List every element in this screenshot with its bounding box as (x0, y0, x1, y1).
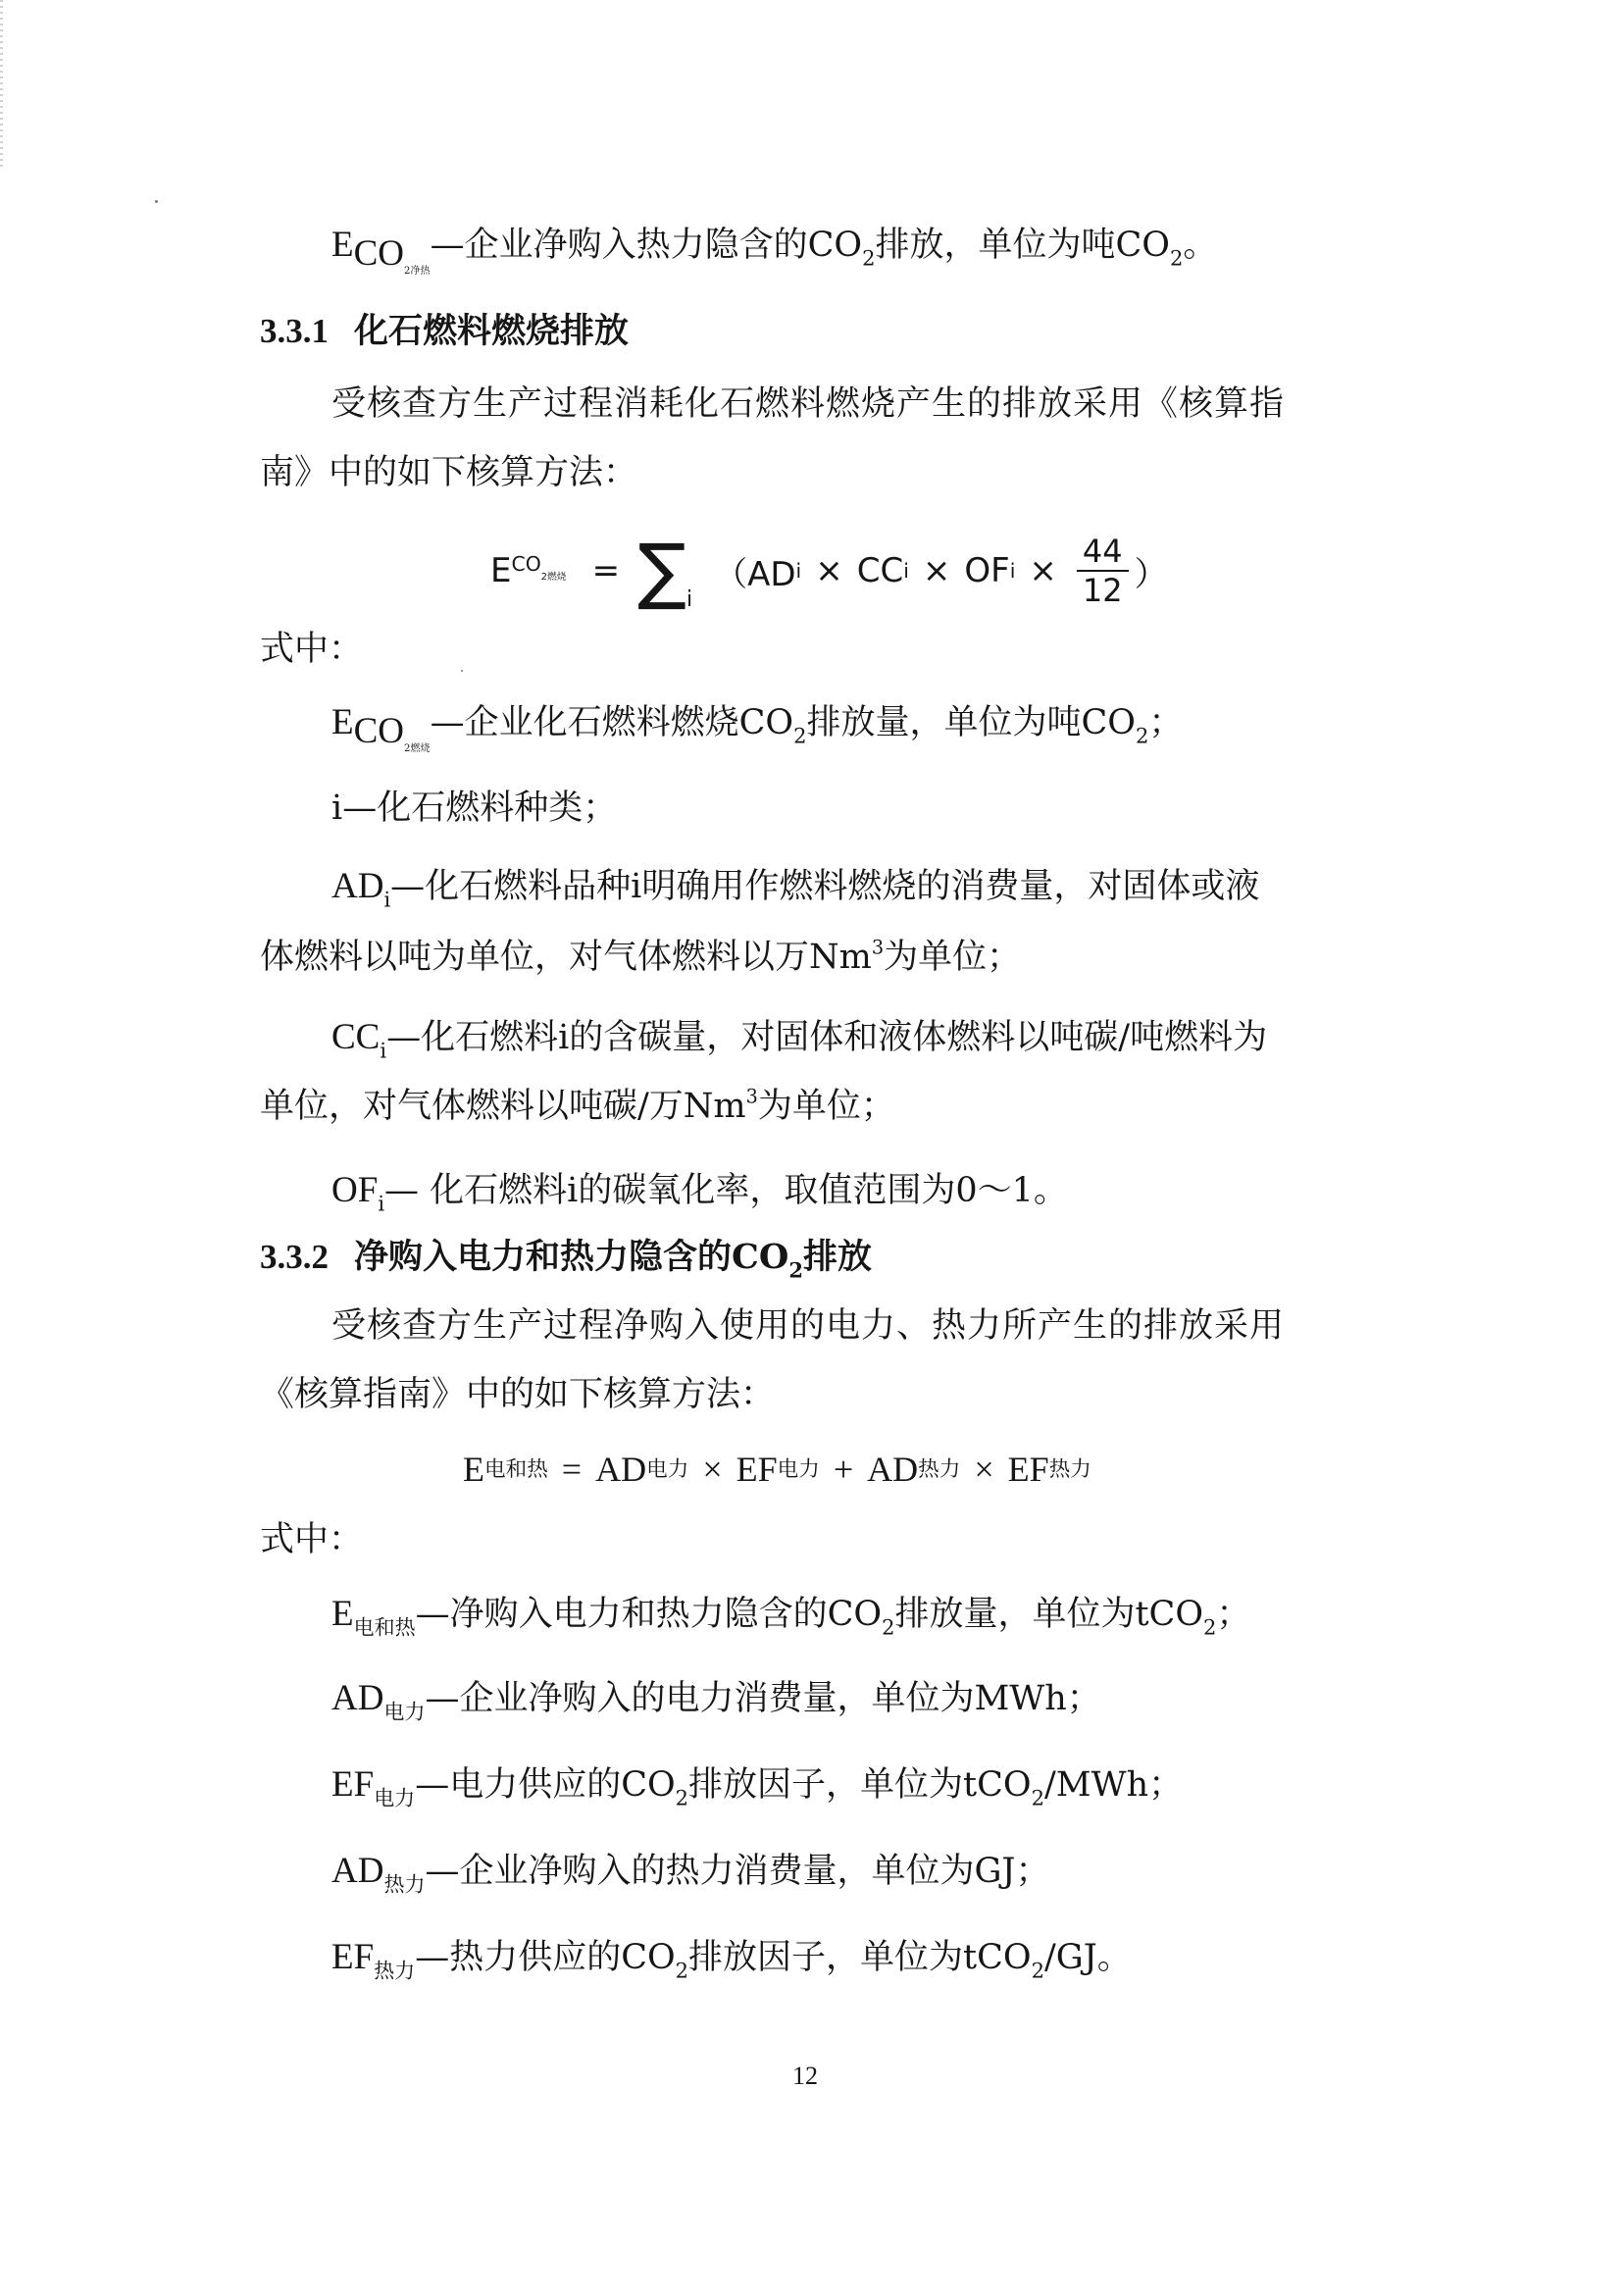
index-i: i (383, 888, 391, 912)
fraction-numerator: 44 (1082, 533, 1123, 570)
definition-tail: /MWh； (1043, 1765, 1184, 1805)
paragraph-2-line-1: 受核查方生产过程净购入使用的电力、热力所产生的排放采用 (331, 1306, 1286, 1346)
definition-text: —企业净购入的电力消费量，单位为MWh； (425, 1679, 1101, 1718)
definition-text: 单位，对气体燃料以吨碳/万Nm (260, 1087, 746, 1126)
section-heading-3-3-1 (260, 308, 629, 355)
paragraph-2-line-2: 《核算指南》中的如下核算方法： (260, 1375, 776, 1414)
sub-two: 2 (404, 743, 411, 755)
formula-electricity-heat: E 电和热 = AD 电力 × EF 电力 + AD 热力 × EF 热力 (463, 1450, 1091, 1489)
co2-sub: 2 (675, 1786, 689, 1810)
symbol-ad: AD (331, 1851, 384, 1891)
sub-two: 2 (540, 571, 548, 583)
definition-text-end: 为单位； (757, 1087, 895, 1126)
definition-ef-electricity (331, 1761, 1183, 1809)
definition-text: —化石燃料品种i明确用作燃料燃烧的消费量，对固体或液 (390, 867, 1260, 906)
superscript-3: 3 (871, 936, 885, 959)
sub-co: CO (511, 552, 541, 577)
definition-e-electricity-heat (331, 1591, 1250, 1638)
definition-text-end: 排放因子，单位为tCO (688, 1938, 1032, 1977)
definition-text: —企业净购入热力隐含的CO (430, 226, 863, 265)
formula-ad: AD (595, 1450, 647, 1489)
definition-text-end: 排放量，单位为tCO (894, 1595, 1204, 1634)
scan-speck (155, 200, 158, 203)
definition-text: — 化石燃料i的碳氧化率，取值范围为0～1。 (384, 1171, 1068, 1210)
symbol-sub: 电力 (374, 1786, 416, 1810)
shizhong-label-2: 式中： (260, 1520, 364, 1559)
section-title: 化石燃料燃烧排放 (354, 311, 630, 351)
co2-sub: 2 (1135, 724, 1149, 748)
equals-sign: = (591, 551, 621, 590)
definition-e-co2-combustion (331, 699, 1184, 755)
definition-ad-heat (331, 1848, 1049, 1895)
symbol-sub: 电力 (383, 1700, 426, 1724)
paragraph-1-line-2: 南》中的如下核算方法： (260, 453, 638, 492)
definition-ef-heat (331, 1934, 1132, 1981)
definition-i: i—化石燃料种类； (331, 789, 618, 828)
definition-text-end: 排放量，单位为吨CO (806, 703, 1136, 742)
symbol-sub (353, 711, 431, 755)
symbol-sub: 热力 (383, 1872, 426, 1897)
definition-text: —企业化石燃料燃烧CO (430, 703, 794, 742)
formula-e: E (490, 551, 512, 590)
definition-text-end: 为单位； (884, 938, 1022, 977)
times-sign: × (974, 1450, 994, 1489)
formula-cc: CC (856, 551, 904, 590)
definition-tail: /GJ。 (1043, 1938, 1132, 1977)
definition-e-co2-net-heat (331, 222, 1218, 278)
co2-sub: 2 (1203, 1615, 1217, 1640)
symbol-of: OF (331, 1170, 379, 1210)
sigma-index: i (685, 587, 693, 612)
definition-cc-line-2 (260, 1083, 895, 1130)
symbol-ef: EF (331, 1937, 375, 1977)
co2-sub: 2 (1169, 246, 1184, 271)
definition-text: —企业净购入的热力消费量，单位为GJ； (425, 1852, 1050, 1891)
co2-sub: 2 (788, 1257, 803, 1283)
definition-text: 体燃料以吨为单位，对气体燃料以万Nm (260, 938, 872, 977)
plus-sign: + (833, 1450, 854, 1489)
symbol-e: E (331, 702, 354, 742)
shizhong-label-1: 式中： (260, 630, 364, 669)
index-i: i (380, 1039, 387, 1063)
symbol-cc: CC (331, 1017, 381, 1057)
formula-combustion: E $CO_{2燃烧}$ = ∑ i （AD i × CC i × OF i × $\frac{44}{12}$ ） (490, 529, 1168, 613)
definition-tail: ； (1216, 1595, 1251, 1634)
formula-ef: EF (736, 1450, 778, 1489)
times-sign: × (702, 1450, 723, 1489)
sub-label: 净热 (410, 266, 431, 278)
sigma-symbol: ∑ (637, 529, 686, 613)
definition-ad-line-2 (260, 934, 1021, 981)
formula-ef: EF (1007, 1450, 1049, 1489)
definition-of (331, 1167, 1068, 1214)
formula-e-sub (511, 552, 567, 583)
equals-sign: = (561, 1450, 583, 1489)
symbol-ad: AD (331, 866, 384, 906)
section-number: 3.3.2 (260, 1238, 329, 1276)
superscript-3: 3 (745, 1085, 758, 1108)
symbol-ad: AD (331, 1678, 384, 1718)
symbol-ef: EF (331, 1764, 375, 1805)
sub-two: 2 (404, 266, 411, 278)
section-number: 3.3.1 (260, 312, 329, 350)
scan-edge-artifact (0, 0, 3, 167)
symbol-sub: 电和热 (353, 1615, 416, 1640)
formula-ad: AD (867, 1450, 919, 1489)
definition-cc-line-1 (331, 1014, 1267, 1061)
co2-sub: 2 (1031, 1786, 1044, 1810)
definition-text: —化石燃料i的含碳量，对固体和液体燃料以吨碳/吨燃料为 (386, 1018, 1268, 1057)
section-title: 净购入电力和热力隐含的CO (354, 1237, 789, 1277)
definition-text: —热力供应的CO (415, 1938, 676, 1977)
definition-ad-line-1 (331, 863, 1259, 910)
formula-of: OF (964, 551, 1010, 590)
symbol-sub: 热力 (374, 1959, 416, 1983)
definition-text: —净购入电力和热力隐含的CO (415, 1595, 883, 1634)
symbol-sub (353, 233, 431, 278)
symbol-e: E (331, 1594, 354, 1634)
section-title-end: 排放 (802, 1237, 872, 1277)
paragraph-1-line-1: 受核查方生产过程消耗化石燃料燃烧产生的排放采用《核算指 (331, 384, 1286, 424)
co2-sub: 2 (1031, 1959, 1044, 1983)
fraction-44-12 (1077, 533, 1129, 609)
definition-tail: 。 (1183, 226, 1218, 265)
sub-co: CO (353, 233, 405, 275)
formula-ad: （AD (714, 554, 796, 594)
times-sign: × (815, 551, 843, 590)
definition-ad-electricity (331, 1675, 1101, 1722)
symbol-e: E (331, 225, 354, 265)
co2-sub: 2 (882, 1615, 895, 1640)
fraction-denominator: 12 (1077, 570, 1129, 609)
sub-label: 燃烧 (410, 743, 431, 755)
sub-label: 燃烧 (547, 571, 567, 583)
times-sign: × (922, 551, 951, 590)
co2-sub: 2 (862, 246, 876, 271)
index-i: i (378, 1192, 385, 1216)
close-paren: ） (1134, 554, 1168, 594)
scan-speck (461, 670, 463, 672)
definition-text-end: 排放，单位为吨CO (875, 226, 1170, 265)
definition-tail: ； (1148, 703, 1184, 742)
definition-text-end: 排放因子，单位为tCO (688, 1765, 1032, 1805)
definition-text: —电力供应的CO (415, 1765, 676, 1805)
page-number: 12 (792, 2062, 818, 2090)
section-heading-3-3-2 (260, 1234, 872, 1281)
co2-sub: 2 (675, 1959, 689, 1983)
co2-sub: 2 (793, 724, 807, 748)
formula-e: E (463, 1450, 484, 1489)
times-sign: × (1029, 551, 1057, 590)
sub-co: CO (353, 711, 405, 752)
